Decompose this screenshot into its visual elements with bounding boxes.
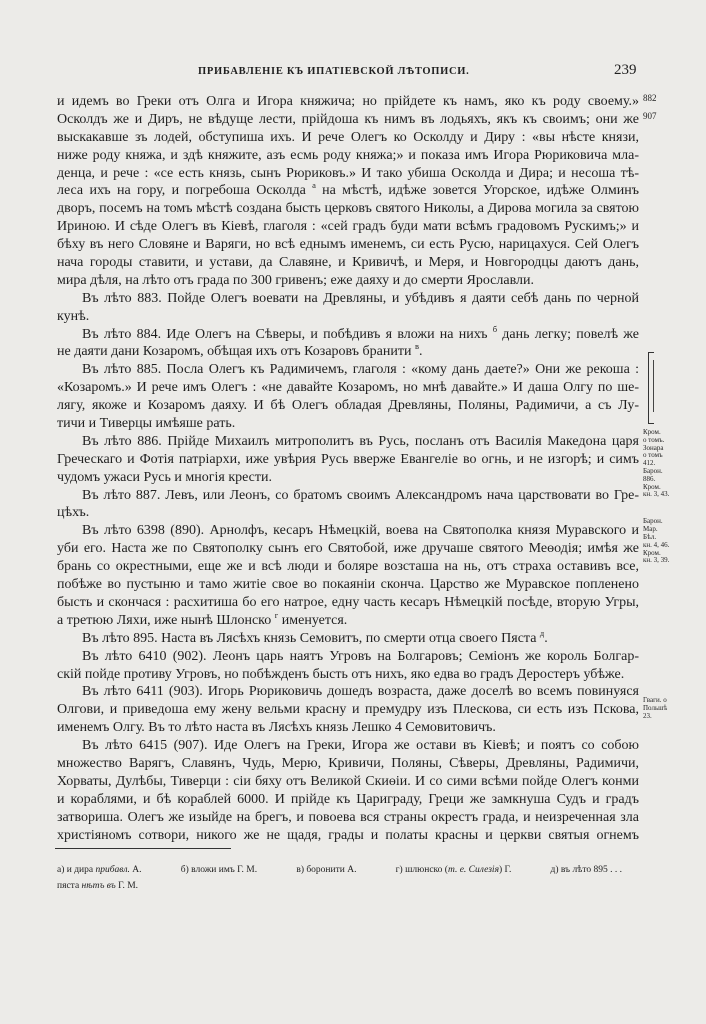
margin-note-line: 886. xyxy=(643,474,656,483)
line-text-segment: Въ лѣто 885. Посла Олегъ къ Радимичемъ, глаголя : «кому дань даете?» Они же рекоша : xyxy=(82,362,639,378)
line-text-segment: цѣхъ. xyxy=(57,505,90,521)
line-text xyxy=(57,559,639,574)
footnote-text: б) вложи имъ Г. М. xyxy=(180,865,258,875)
margin-note-line: 412. xyxy=(643,459,656,468)
margin-note xyxy=(643,429,703,499)
text-line xyxy=(57,361,639,379)
footnote-line xyxy=(57,878,622,894)
line-text-segment: ниже роду княжа, и здѣ княжите, азъ есмь роду княжа;» и показа имъ Игора Рюриковича мла- xyxy=(57,147,639,163)
text-line xyxy=(57,809,639,827)
line-text xyxy=(57,541,639,556)
text-line xyxy=(57,93,657,111)
line-text-segment: на мѣстѣ, идѣже зовется Угорское, идѣже Олминъ xyxy=(315,183,640,199)
margin-note xyxy=(643,518,703,565)
line-text-segment: Олгови, и приведоша ему жену вельми красну и премудру изъ Плескова, си есть изъ Пскова, xyxy=(57,702,639,718)
line-text-segment: скій пойде противу Угровъ, но побѣжденъ бысть отъ нихъ, яко едва во градъ Деростеръ убѣже. xyxy=(57,666,625,682)
margin-note-line: кн. 3, 43. xyxy=(643,490,670,499)
line-text-segment: выскакавше зъ лодей, обступиша ихъ. И рече Олегъ ко Осколду и Диру : «вы нѣсте князи, xyxy=(57,129,639,145)
line-text-segment: кунѣ. xyxy=(57,308,90,324)
margin-note-line: 907 xyxy=(643,110,657,121)
margin-note xyxy=(643,111,703,121)
margin-note-line: Польшѣ xyxy=(643,704,668,713)
line-text xyxy=(82,291,639,306)
footnote-text: прибавл. xyxy=(95,865,130,875)
text-line xyxy=(57,343,639,361)
footnote-text: пяста xyxy=(57,881,82,891)
line-text-segment: Въ лѣто 6410 (902). Леонъ царь наятъ Угровъ на Болгаровъ; Семіонъ же король Болгар- xyxy=(82,648,639,664)
line-text xyxy=(57,273,534,288)
line-text-segment: «Козаромъ.» И рече имъ Олегъ : «не давайте Козаромъ, но мнѣ давайте.» И даша Олгу по ше- xyxy=(57,380,639,396)
line-text-segment: тичи и Тиверцы имѣяше рать. xyxy=(57,416,236,432)
text-line xyxy=(57,182,639,200)
line-text xyxy=(57,148,639,163)
line-text-segment: Въ лѣто 895. Наста въ Лясѣхъ князь Семовитъ, по смерти отца своего Пяста xyxy=(82,630,540,646)
text-line xyxy=(57,323,639,344)
margin-bracket-inner xyxy=(653,360,656,412)
margin-note-line: Мар. xyxy=(643,525,658,534)
text-line xyxy=(57,110,657,129)
margin-note-line: 882 xyxy=(643,93,657,103)
line-text xyxy=(57,130,639,145)
line-text xyxy=(57,416,235,431)
footnote-text: д) въ лѣто 895 . . . xyxy=(550,865,622,875)
text-line xyxy=(57,594,639,612)
line-text-segment: мира дѣля, на лѣто отъ града по 300 гривенъ; еже даяху и до смерти Ярославли. xyxy=(57,272,534,288)
line-text-segment: множество Варягъ, Славянъ, Чудь, Мерю, Кривичи, Поляны, Сѣверы, Древляны, Радимичи, xyxy=(57,755,639,771)
line-text-segment: побѣже во пустыню и тамо житіе свое во покаяніи сконча. Царство же Муравское попленено xyxy=(57,577,639,593)
line-text-segment: а третюю Ляхи, иже нынѣ Шлонско xyxy=(57,612,275,628)
text-line xyxy=(57,737,639,755)
footnote-text: Г. М. xyxy=(115,881,139,891)
margin-note-line: Барон. xyxy=(643,466,663,475)
line-text-segment: именуется. xyxy=(278,612,348,628)
line-text xyxy=(57,380,639,395)
line-text xyxy=(57,341,423,360)
footnote-item xyxy=(57,878,138,894)
footnote-item xyxy=(396,862,512,878)
footnotes xyxy=(57,862,622,894)
line-text-segment: денца, и рече : «се есть князь, сынъ Рюриковъ.» И тако убиша Осколда и Дира; и несоша тѣ- xyxy=(57,165,639,181)
text-line xyxy=(57,290,639,308)
body-text xyxy=(57,93,670,844)
line-text-segment: лягу, якоже и Козаромъ даяху. И бѣ Олегъ обладая Древляны, Поляны, Радимичи, а съ Лу- xyxy=(57,398,639,414)
text-line xyxy=(57,791,639,809)
text-line xyxy=(57,379,639,397)
line-text xyxy=(57,94,639,109)
line-text-segment: дворъ, посемъ на томъ мѣстѣ создана бысть церковъ святого Николы, а Дирова могила за святою xyxy=(57,201,639,217)
line-text xyxy=(57,470,272,485)
footnote-item xyxy=(296,862,356,878)
margin-note-line: кн. 4, 46. xyxy=(643,540,670,549)
line-text-segment: именемъ Олгу. Въ то лѣто наста въ Лясѣхъ князь Лешко 4 Семовитовичъ. xyxy=(57,720,496,736)
line-text xyxy=(57,810,639,825)
line-text-segment: леса ихъ на гору, и погребоша Осколда xyxy=(57,183,313,199)
line-text xyxy=(57,201,639,216)
line-text-segment: не даяти дани Козаромъ, обѣщая ихъ отъ Козаровъ бранити xyxy=(57,344,415,360)
line-text-segment: и кораблями, и бѣ кораблей 6000. И прійде къ Цариграду, Греци же замкнуша Судъ и градъ xyxy=(57,791,639,807)
text-line xyxy=(57,696,668,720)
footnote-reference: а xyxy=(312,180,316,191)
line-text-segment: чудомъ ужаси Русь и многія крести. xyxy=(57,469,273,485)
line-text xyxy=(57,577,639,592)
line-text xyxy=(82,684,639,699)
margin-note-line: кн. 3, 39. xyxy=(643,556,670,565)
line-text-segment: и идемъ во Греки отъ Олга и Игора княжича; но прійдете къ намъ, яко къ роду своему.» xyxy=(57,94,639,109)
footnote-item xyxy=(181,862,257,878)
line-text xyxy=(82,649,639,664)
margin-note xyxy=(643,697,703,720)
text-line xyxy=(57,165,639,183)
line-text-segment: христіяномъ сотвори, никого же не щадя, грады и полаты красны и церкви святыя огнемъ xyxy=(57,827,639,843)
line-text xyxy=(57,756,639,771)
footnote-item xyxy=(551,862,622,878)
line-text-segment: Въ лѣто 6411 (903). Игорь Рюриковичь дошедъ возраста, даже доселѣ во всемъ повинуяся xyxy=(82,684,639,700)
text-line xyxy=(57,469,639,487)
footnote-reference: д xyxy=(539,627,545,638)
line-text-segment: Въ лѣто 883. Пойде Олегъ воевати на Древляны, и убѣдивъ я даяти себѣ дань по черной xyxy=(82,290,639,306)
line-text xyxy=(57,792,639,807)
line-text xyxy=(82,488,639,503)
footnote-text: а) и дира xyxy=(57,865,96,875)
line-text-segment: бѣху въ него Словяне и Варяги, но всѣ еднымъ именемъ, си есть Русю, нарицахуся. Сей Олегъ xyxy=(57,237,639,253)
text-line xyxy=(57,683,639,701)
page-number: 239 xyxy=(614,62,637,78)
text-line xyxy=(57,504,639,522)
margin-note-line: 23. xyxy=(643,711,652,720)
line-text-segment: Въ лѣто 886. Прійде Михаилъ митрополитъ въ Русь, посланъ отъ Василія Македона царя xyxy=(82,433,639,449)
line-text-segment: Въ лѣто 6398 (890). Арнолфъ, кесаръ Нѣмецкій, воева на Святополка князя Муравского и xyxy=(82,523,639,539)
footnote-reference: в xyxy=(414,341,419,352)
margin-note-line: Гваги. о xyxy=(643,696,667,705)
line-text xyxy=(57,398,639,413)
footnote-text: ) Г. xyxy=(498,865,512,875)
text-line xyxy=(57,236,639,254)
text-line xyxy=(57,666,639,684)
margin-note-line: Барон. xyxy=(643,517,663,526)
line-text xyxy=(82,627,548,646)
margin-note xyxy=(643,93,703,103)
text-line xyxy=(57,415,639,433)
text-line xyxy=(57,218,639,236)
text-line xyxy=(57,755,639,773)
line-text xyxy=(57,309,89,324)
text-line xyxy=(57,576,639,594)
text-line xyxy=(57,558,639,576)
line-text xyxy=(82,434,639,449)
text-line xyxy=(57,254,639,272)
line-text xyxy=(57,609,348,628)
running-header: ПРИБАВЛЕНІЕ КЪ ИПАТІЕВСКОЙ ЛѢТОПИСИ. xyxy=(198,66,470,77)
footnote-item xyxy=(57,862,142,878)
text-line xyxy=(57,129,639,147)
text-line xyxy=(57,397,639,415)
line-text-segment: уби его. Наста же по Святополку сынъ его Святобой, иже дручаше святого Меѳодія; имѣя же xyxy=(57,541,639,557)
margin-note-line: Кром. xyxy=(643,427,661,436)
line-text xyxy=(57,180,640,199)
footnote-text: т. е. Силезія xyxy=(447,865,499,875)
footnote-line xyxy=(57,862,622,878)
footnote-text: г) шлюнско ( xyxy=(395,865,448,875)
line-text xyxy=(82,523,639,538)
text-line xyxy=(57,147,639,165)
margin-note-line: Зонара xyxy=(643,443,664,452)
text-line xyxy=(57,540,639,558)
text-line xyxy=(57,200,639,218)
line-text xyxy=(57,255,639,270)
line-text xyxy=(57,112,639,127)
line-text xyxy=(57,166,639,181)
line-text xyxy=(57,237,639,252)
footnote-text: А. xyxy=(129,865,142,875)
line-text-segment: нача городы ставити, и устави, да Славяне, и Кривичѣ, и Меря, и Новгородцы даютъ дань, xyxy=(57,255,639,271)
line-text-segment: затвориша. Олегъ же изыйде на брегъ, и повоева вся страны окрестъ града, и неизреченная зла xyxy=(57,809,639,825)
footnote-text: в) боронити А. xyxy=(296,865,357,875)
text-line xyxy=(57,719,639,737)
margin-note-line: о томъ xyxy=(643,451,663,460)
line-text xyxy=(57,667,624,682)
line-text-segment: Въ лѣто 6415 (907). Иде Олегъ на Греки, Игора же остави въ Кіевѣ; и поятъ со собою xyxy=(82,738,639,754)
line-text-segment: бысть и скончася : расхитиша бо его натрое, едну часть кесаръ Нѣмецкій посѣде, вторую Угры, xyxy=(57,594,639,610)
line-text xyxy=(82,738,639,753)
line-text-segment: . xyxy=(544,630,548,646)
margin-note-line: Кром. xyxy=(643,482,661,491)
line-text xyxy=(57,828,639,843)
line-text xyxy=(57,720,496,735)
text-line xyxy=(57,773,639,791)
line-text-segment: Осколдъ же и Диръ, не вѣдуще лести, прійдоша къ нимъ въ лодьяхъ, якъ къ своимъ; они же xyxy=(57,111,639,127)
line-text xyxy=(57,774,639,789)
line-text-segment: Въ лѣто 887. Левъ, или Леонъ, со братомъ своимъ Александромъ нача царствовати во Гре- xyxy=(82,487,639,503)
line-text-segment: Въ лѣто 884. Иде Олегъ на Сѣверы, и побѣдивъ я вложи на нихъ xyxy=(82,326,493,342)
line-text-segment: Хорваты, Дулѣбы, Тиверци : сіи бяху отъ Великой Скиѳіи. И со сими всѣми пойде Олегъ конми xyxy=(57,773,639,789)
line-text xyxy=(57,702,639,717)
text-line xyxy=(57,827,639,845)
line-text-segment: брань со окрестными, еще же и всѣ люди и боляре возсташа на нь, отъ страха оставивъ все, xyxy=(57,559,639,575)
line-text-segment: Греческаго и Фотія патріархи, иже увѣрия Русь вверже Евангеліе во огнь, и не изгорѣ; и симъ xyxy=(57,451,639,467)
footnote-separator xyxy=(55,848,231,849)
line-text-segment: дань легку; повелѣ же xyxy=(497,326,639,342)
text-line xyxy=(57,487,639,505)
line-text-segment: Ириною. И сѣде Олегъ въ Кіевѣ, глаголя : «сей градъ буди мати всѣмъ градовомъ Рускимъ;» и xyxy=(57,219,639,235)
footnote-reference: г xyxy=(274,609,279,620)
text-line xyxy=(57,272,639,290)
text-line xyxy=(57,308,639,326)
text-line xyxy=(57,648,639,666)
text-line xyxy=(57,627,639,648)
text-line xyxy=(57,609,639,630)
line-text xyxy=(82,323,639,342)
text-line xyxy=(57,451,639,469)
margin-note-line: Кром. xyxy=(643,548,661,557)
footnote-text: нѣтъ въ xyxy=(81,881,116,891)
line-text xyxy=(57,505,89,520)
line-text-segment: . xyxy=(419,344,423,360)
line-text xyxy=(57,595,639,610)
margin-note-line: о томъ. xyxy=(643,435,665,444)
line-text xyxy=(82,362,639,377)
line-text xyxy=(57,452,639,467)
margin-note-line: Бѣл. xyxy=(643,532,657,541)
line-text xyxy=(57,219,639,234)
footnote-reference: б xyxy=(492,323,498,334)
